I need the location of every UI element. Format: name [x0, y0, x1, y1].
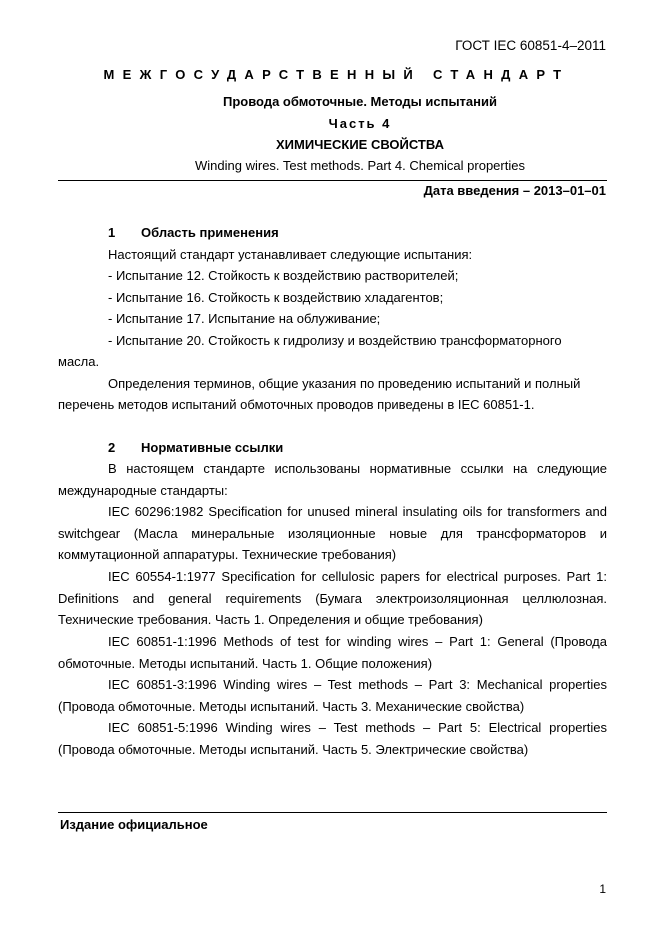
document-code: ГОСТ IEC 60851-4–2011: [455, 38, 606, 53]
document-subtitle: ХИМИЧЕСКИЕ СВОЙСТВА: [276, 137, 444, 152]
section1-item: - Испытание 16. Стойкость к воздействию хладагентов;: [108, 290, 444, 305]
reference-entry: IEC 60296:1982 Specification for unused mineral insulating oils for transformers and switchgear (Масла минеральные изоляционные новые для трансформаторов и коммутационной аппаратуры. Технические требования): [58, 504, 607, 562]
section1-item: - Испытание 12. Стойкость к воздействию растворителей;: [108, 268, 459, 283]
effective-date: Дата введения – 2013–01–01: [423, 183, 606, 198]
section1-item: - Испытание 17. Испытание на облуживание;: [108, 311, 381, 326]
section2-heading: Нормативные ссылки: [141, 440, 284, 455]
footer-divider: [58, 812, 607, 813]
document-part: Часть 4: [328, 116, 392, 131]
section1-heading: Область применения: [141, 225, 279, 240]
english-title: Winding wires. Test methods. Part 4. Chemical properties: [195, 158, 525, 173]
section2-intro: В настоящем стандарте использованы нормативные ссылки на следующие международные стандарты:: [58, 461, 607, 498]
section1-closing-line: Определения терминов, общие указания по проведению испытаний и полный: [108, 376, 581, 391]
section1-intro: Настоящий стандарт устанавливает следующие испытания:: [108, 247, 473, 262]
standard-kind: МЕЖГОСУДАРСТВЕННЫЙ СТАНДАРТ: [103, 67, 570, 82]
section2-number: 2: [108, 440, 116, 455]
reference-entry: IEC 60554-1:1977 Specification for cellulosic papers for electrical purposes. Part 1: Definitions and general requirements (Бумага электроизоляционная целлюлозная. Технические требования. Часть 1. Определения и общие требования): [58, 569, 607, 627]
section1-item-continuation: масла.: [58, 354, 100, 369]
reference-entry: IEC 60851-5:1996 Winding wires – Test methods – Part 5: Electrical properties (Провода обмоточные. Методы испытаний. Часть 5. Электрические свойства): [58, 720, 607, 757]
page-number: 1: [599, 882, 606, 896]
section1-number: 1: [108, 225, 116, 240]
section1-item: - Испытание 20. Стойкость к гидролизу и воздействию трансформаторного: [108, 333, 562, 348]
document-title: Провода обмоточные. Методы испытаний: [223, 94, 497, 109]
edition-label: Издание официальное: [60, 817, 208, 832]
section1-closing-line: перечень методов испытаний обмоточных проводов приведены в IEC 60851-1.: [58, 397, 535, 412]
reference-entry: IEC 60851-1:1996 Methods of test for winding wires – Part 1: General (Провода обмоточные. Методы испытаний. Часть 1. Общие положения): [58, 634, 607, 671]
reference-entry: IEC 60851-3:1996 Winding wires – Test methods – Part 3: Mechanical properties (Провода обмоточные. Методы испытаний. Часть 3. Механические свойства): [58, 677, 607, 714]
header-divider: [58, 180, 607, 181]
